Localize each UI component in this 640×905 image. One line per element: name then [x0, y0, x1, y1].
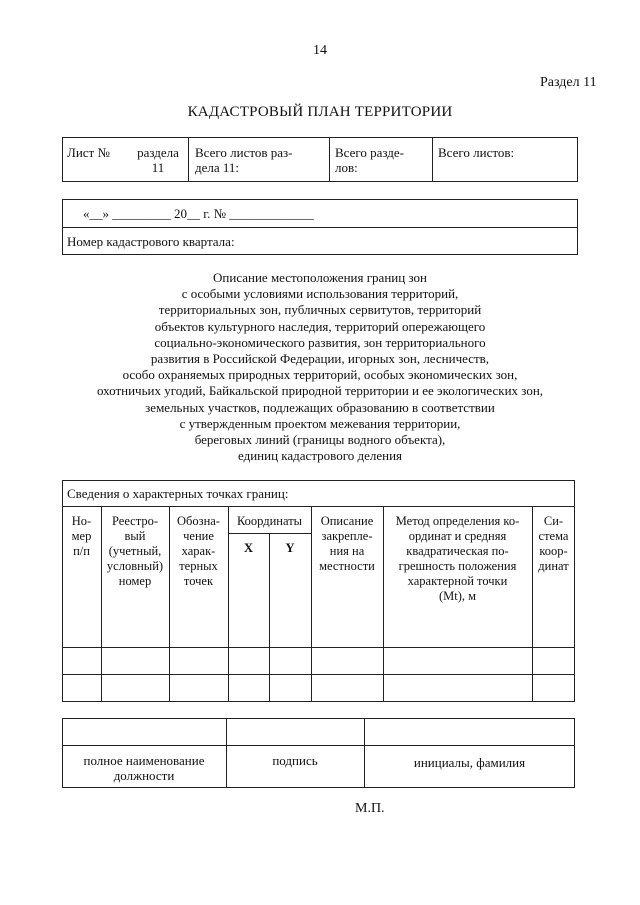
section-label: Раздел 11 — [540, 75, 597, 90]
page-title: КАДАСТРОВЫЙ ПЛАН ТЕРРИТОРИИ — [187, 104, 453, 120]
description-line: Описание местоположения границ зон — [213, 270, 427, 285]
divider — [188, 137, 189, 182]
signature-label: подпись — [272, 753, 318, 768]
divider — [62, 227, 578, 228]
divider — [62, 745, 575, 746]
header-determination-method: Метод определения ко- ординат и средняя квадратическая по- грешность положения характерной точки (Mt), м — [395, 514, 520, 603]
stamp-placeholder: М.П. — [355, 801, 385, 816]
section-sheets-total-label: Всего листов раз- дела 11: — [195, 145, 293, 175]
page-number: 14 — [313, 43, 327, 58]
divider — [432, 137, 433, 182]
position-title-label: полное наименование должности — [83, 753, 205, 783]
description-line: с утвержденным проектом межевания территории, — [179, 415, 461, 431]
divider — [228, 506, 229, 702]
header-point-designation: Обозна- чение харак- терных точек — [177, 514, 220, 588]
full-name-label: инициалы, фамилия — [413, 755, 526, 770]
cadastral-quarter-label: Номер кадастрового квартала: — [67, 234, 235, 249]
divider — [62, 647, 575, 648]
description-line: территориальных зон, публичных сервитутов, территорий — [158, 302, 482, 318]
header-coordinate-x: X — [243, 541, 254, 555]
description-line: особо охраняемых природных территорий, особых экономических зон, — [122, 367, 518, 383]
header-coordinate-y: Y — [285, 541, 295, 555]
date-number-line: «__» _________ 20__ г. № _____________ — [83, 206, 314, 221]
description-line: с особыми условиями использования территорий, — [181, 286, 459, 302]
description-line: объектов культурного наследия, территорий опережающего — [154, 318, 486, 334]
divider — [364, 718, 365, 788]
divider — [62, 506, 575, 507]
header-number: Но- мер п/п — [71, 514, 92, 558]
header-registry-number: Реестро- вый (учетный, условный) номер — [106, 514, 164, 588]
description-line: береговых линий (границы водного объекта), — [194, 432, 446, 448]
section-sheet-label: раздела 11 — [137, 145, 179, 175]
points-table-caption: Сведения о характерных точках границ: — [67, 486, 289, 501]
description-line: земельных участков, подлежащих образованию в соответствии — [145, 399, 495, 415]
description-line: охотничьих угодий, Байкальской природной территории и ее экологических зон, — [96, 383, 544, 399]
description-line: социально-экономического развития, зон территориального — [154, 334, 486, 350]
description-line: развития в Российской Федерации, игорных зон, лесничеств, — [150, 351, 490, 367]
divider — [269, 533, 270, 702]
divider — [62, 674, 575, 675]
description-line: единиц кадастрового деления — [237, 448, 403, 464]
header-coordinates: Координаты — [236, 514, 303, 528]
header-fixing-description: Описание закрепле- ния на местности — [319, 514, 375, 573]
sheet-number-label: Лист № — [67, 145, 110, 160]
sections-total-label: Всего разде- лов: — [335, 145, 405, 175]
divider — [329, 137, 330, 182]
description-block — [0, 270, 640, 464]
sheets-total-label: Всего листов: — [438, 145, 515, 160]
header-coordinate-system: Си- стема коор- динат — [538, 514, 569, 573]
